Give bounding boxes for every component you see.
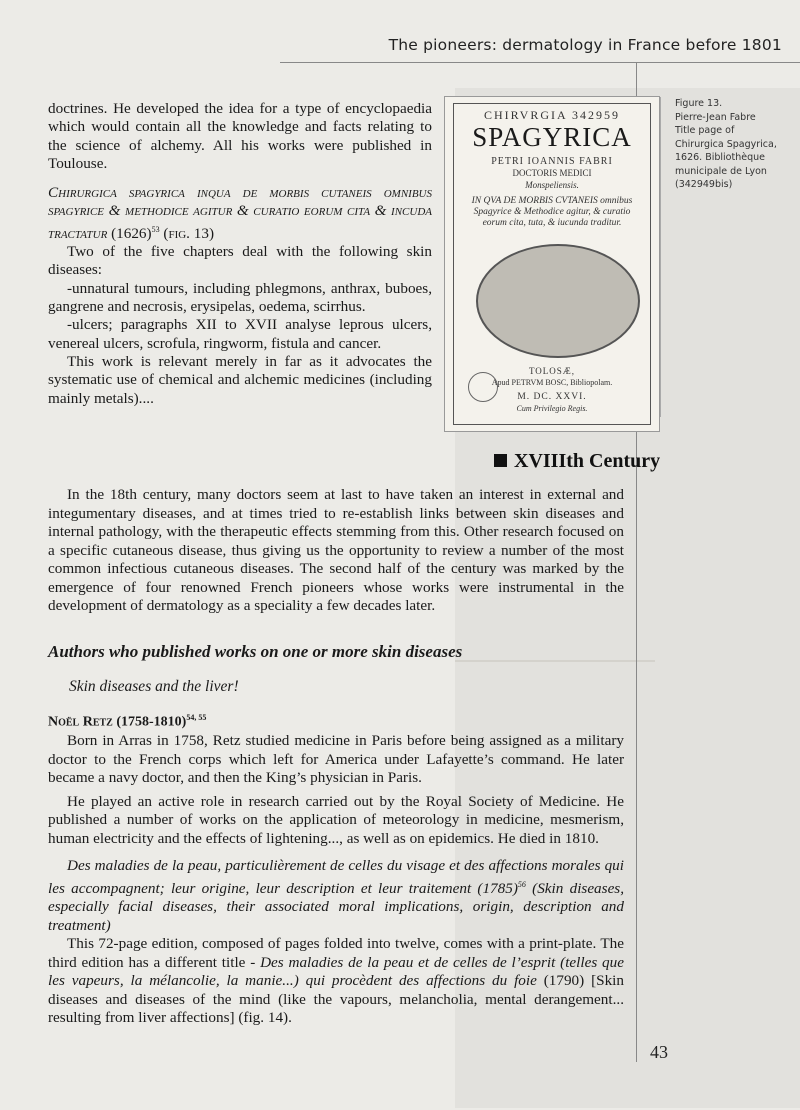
work-desc-c: (1790) [Skin diseases and diseases of the mind (like the vapours, melancholia, mental derangement... resulting from liver affections] (fig. 14). [48, 972, 624, 1027]
author-years: (1758-1810) [116, 714, 187, 730]
work-desc-a: This 72-page edition, composed of pages folded into twelve, comes with a print-plate. The third edition has a different title - [48, 935, 624, 971]
imprint-year: M. DC. XXVI. [517, 392, 587, 402]
title-page-subtitle: IN QVA DE MORBIS CVTANEIS omnibus Spagyrice & Methodice agitur, & curatio eorum cita, tuta, & iucunda traditur. [471, 196, 633, 228]
title-page-author: PETRI IOANNIS FABRI [491, 156, 613, 167]
imprint-printer: Apud PETRVM BOSC, Bibliopolam. [491, 378, 613, 387]
caption-line1: Pierre-Jean Fabre [675, 111, 756, 123]
caption-label: Figure 13. [675, 98, 723, 109]
figure-caption [675, 97, 790, 192]
header-rule [280, 62, 800, 63]
work-translation: (Skin diseases, especially facial diseases, their associated moral implications, origin, description and treatment) [48, 879, 625, 934]
intro-paragraph: doctrines. He developed the idea for a type of encyclopaedia which would contain all the knowledge and facts relating to the science of alchemy. All his works were published in Toulouse. [48, 100, 432, 172]
engraving-illustration [476, 244, 640, 358]
section-intro: In the 18th century, many doctors seem at last to have taken an interest in external and integumentary diseases, and at times tried to re-establish links between skin diseases and internal pathology, with the therapeutic effects stemming from this. Other research focused on a specific cutaneous disease, thus giving us the opportunity to review a number of the most common infectious cutaneous diseases. The second half of the century was marked by the emergence of four renowned French pioneers whose works were instrumental in the development of dermatology as a speciality a few decades later. [48, 486, 624, 614]
list-item-tumours: -unnatural tumours, including phlegmons, anthrax, buboes, gangrene and necrosis, erysipelas, oedema, scirrhus. [48, 279, 432, 316]
caption-line6: (342949bis) [675, 179, 733, 190]
work-desc-b: Des maladies de la peau et de celles de l’esprit (telles que les vapeurs, la mélancolie, la manie...) qui procèdent des affections du foie [48, 953, 624, 990]
running-header: The pioneers: dermatology in France before 1801 [388, 36, 782, 54]
work-description [48, 935, 624, 1028]
author-refs: 54, 55 [186, 713, 207, 722]
chapters-intro: Two of the five chapters deal with the following skin diseases: [48, 243, 432, 279]
book-year: (1626) [111, 224, 152, 242]
section-intro-block [48, 486, 624, 616]
work-title: Des maladies de la peau, particulièrement de celles du visage et des affections morales qui les accompagnent; leur origine, leur description et leur traitement (1785) [48, 857, 624, 897]
section-heading [494, 450, 660, 473]
left-column [48, 100, 432, 408]
imprint-city: TOLOSÆ, [528, 366, 576, 376]
topic-heading: Skin diseases and the liver! [69, 678, 239, 695]
imprint-privilege: Cum Privilegio Regis. [516, 404, 588, 413]
author-heading [48, 713, 206, 731]
book-heading [48, 184, 432, 243]
page-number: 43 [650, 1042, 668, 1062]
title-page-line2: SPAGYRICA [472, 122, 632, 152]
title-page-frame [453, 103, 651, 425]
section-title: XVIIIth Century [514, 450, 661, 472]
list-item-ulcers: -ulcers; paragraphs XII to XVII analyse leprous ulcers, venereal ulcers, scrofula, ringworm, fistula and cancer. [48, 316, 432, 352]
caption-rule [660, 97, 661, 417]
book-title: Chirurgica spagyrica inqua de morbis cutaneis omnibus spagyrice & methodice agitur & curatio eorum cita & incuda tractatur [48, 184, 432, 242]
author-name: Noël Retz [48, 714, 113, 730]
title-page-degree: DOCTORIS MEDICI [512, 168, 592, 178]
book-ref: 53 [151, 224, 160, 234]
title-page-place: Monspeliensis. [525, 180, 579, 190]
work-title-block [48, 857, 624, 935]
work-ref: 56 [517, 879, 526, 889]
bio-paragraph-1: Born in Arras in 1758, Retz studied medicine in Paris before being assigned as a military doctor to the French corps which left for America under Lafayette’s command. He later became a navy doctor, and then the King’s physician in Paris. [48, 732, 624, 786]
caption-line5: municipale de Lyon [675, 165, 767, 177]
book-fig-ref: (fig. 13) [163, 224, 215, 242]
square-bullet-icon [494, 454, 507, 467]
bleed-shadow [455, 660, 655, 662]
relevance-paragraph: This work is relevant merely in far as it advocates the systematic use of chemical and alchemic medicines (including mainly metals).... [48, 352, 432, 407]
title-page-line1: CHIRVRGIA 342959 [483, 108, 621, 122]
bio-paragraph-2: He played an active role in research carried out by the Royal Society of Medicine. He published a number of works on the application of meteorology in medicine, mesmerism, human electricity and the effects of lightening..., as well as on epidemics. He died in 1810. [48, 792, 624, 847]
caption-line4: 1626. Bibliothèque [675, 152, 765, 163]
caption-line2: Title page of [675, 125, 735, 136]
figure-13-title-page [444, 96, 660, 432]
subsection-heading: Authors who published works on one or more skin diseases [48, 642, 463, 661]
author-bio-block [48, 732, 624, 1028]
caption-line3: Chirurgica Spagyrica, [675, 138, 777, 150]
